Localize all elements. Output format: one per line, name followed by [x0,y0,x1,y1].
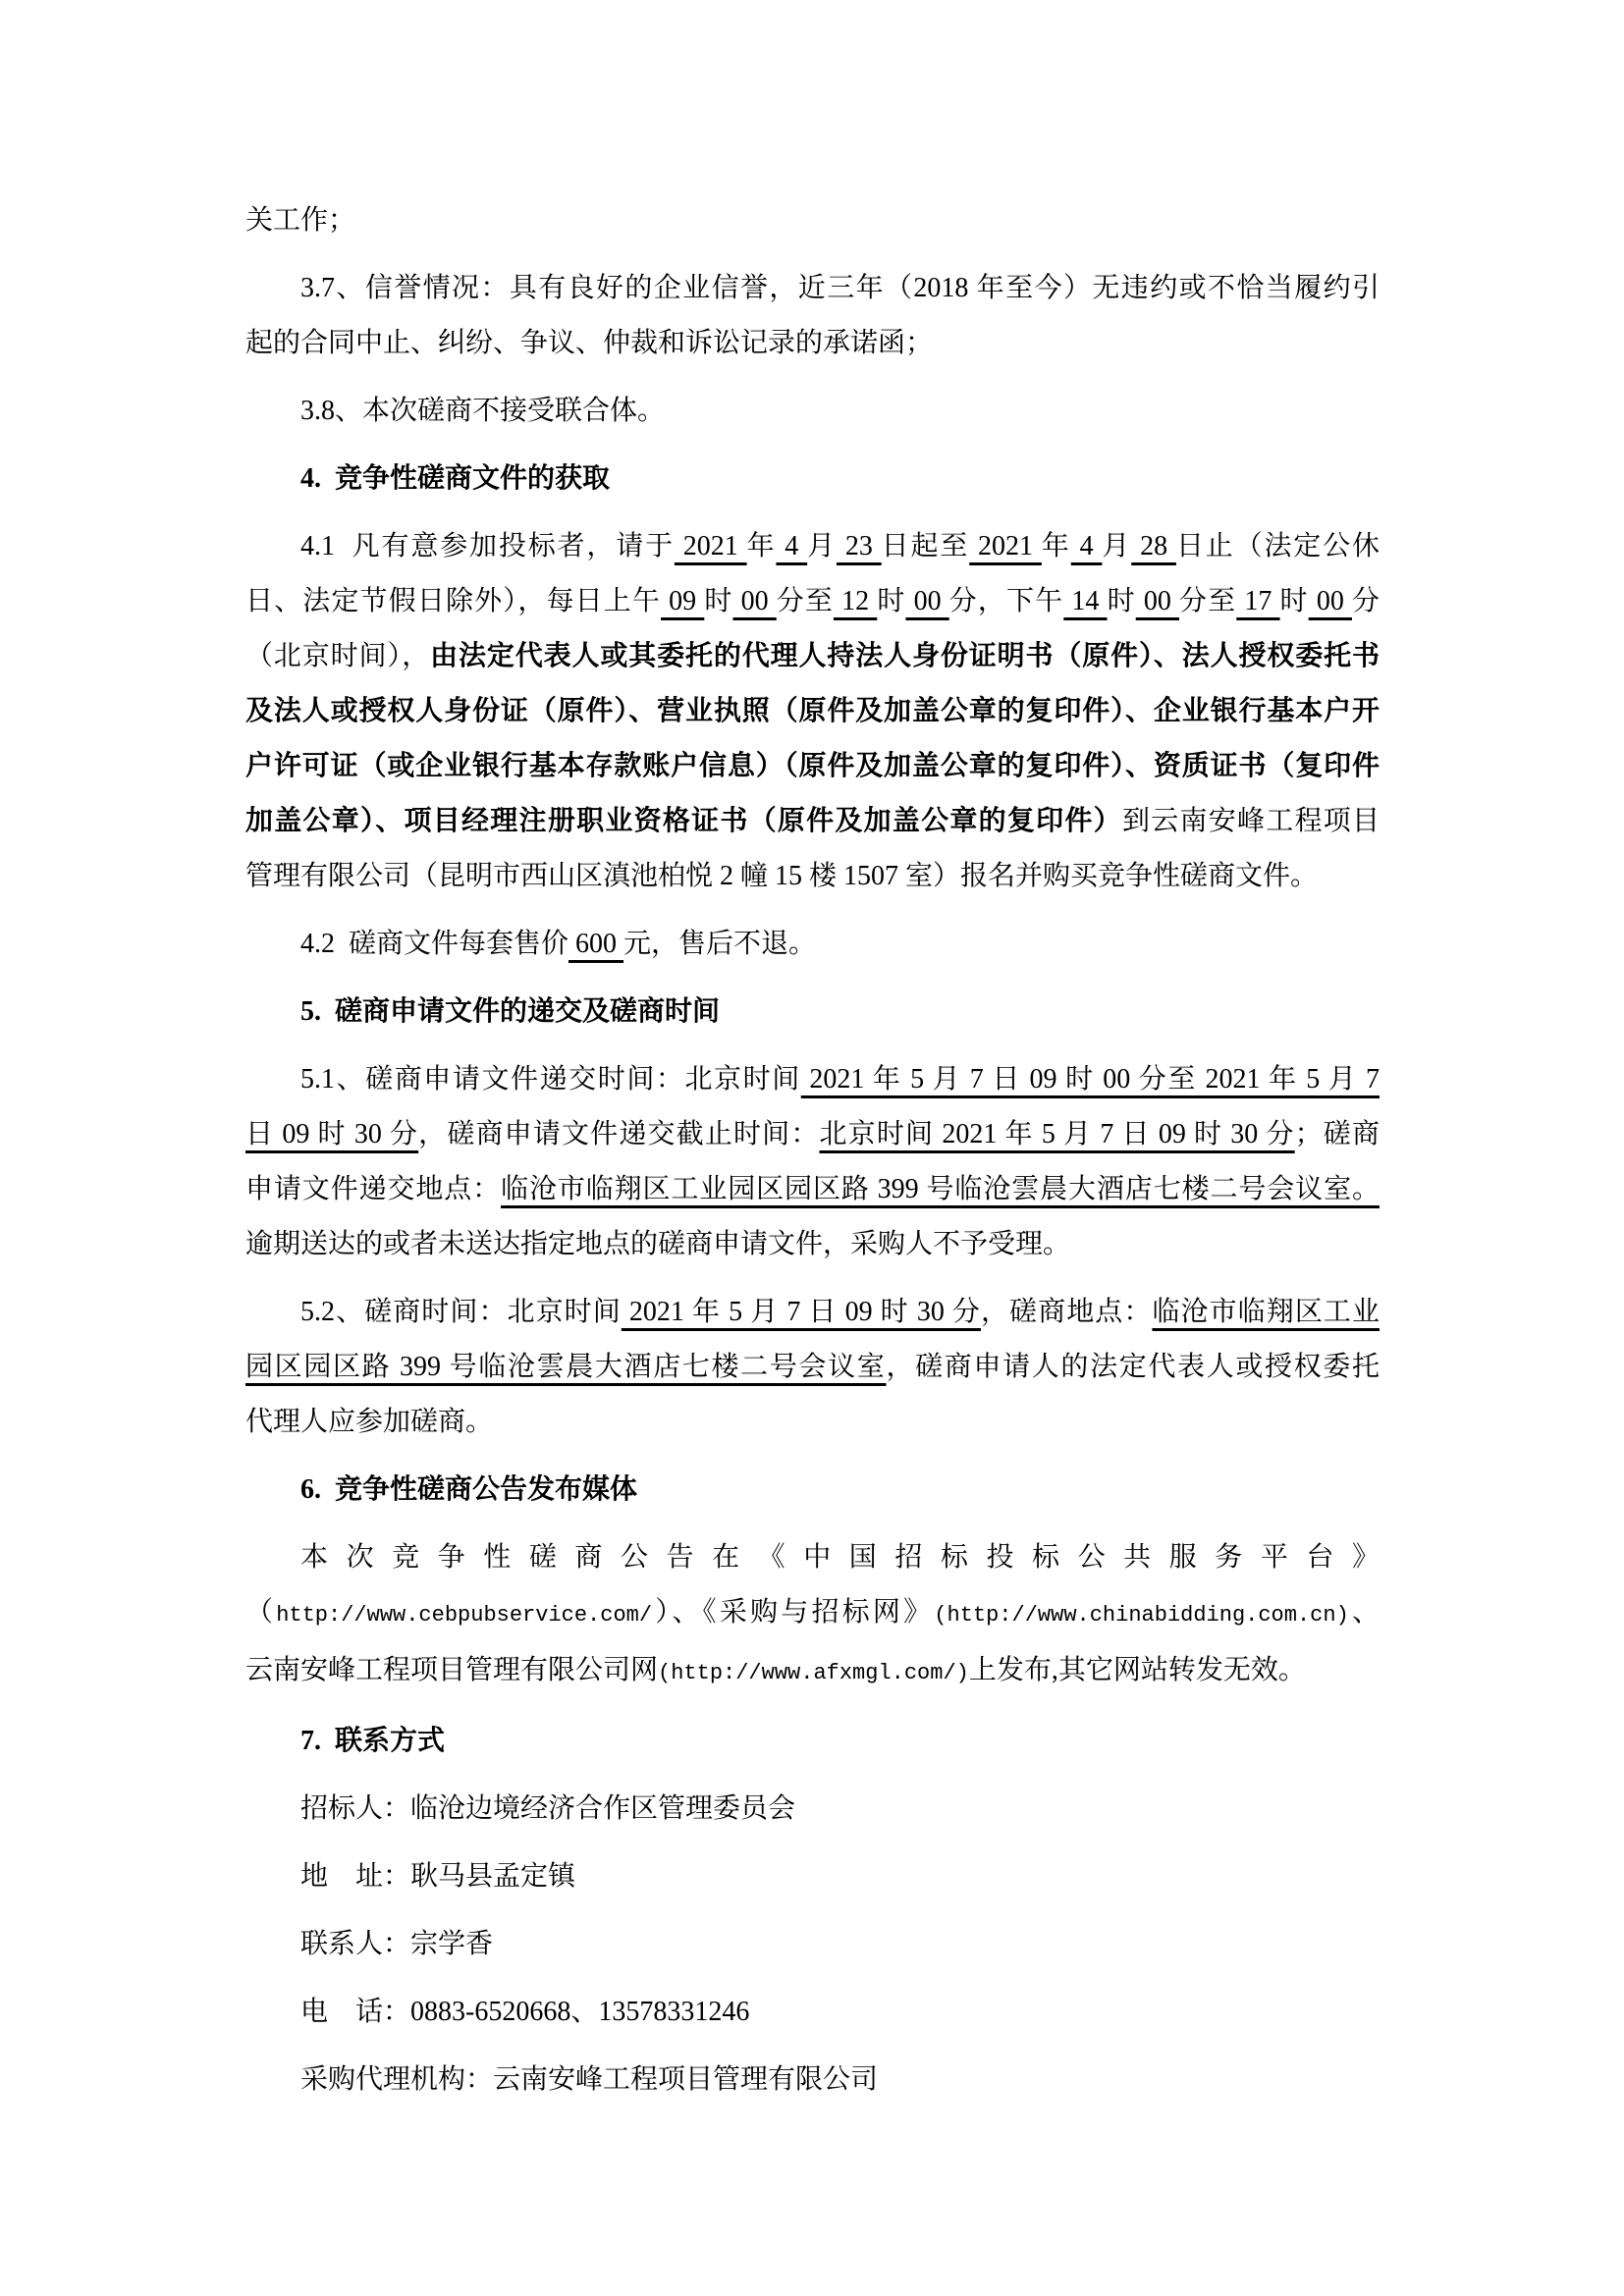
text-run: 采购代理机构：云南安峰工程项目管理有限公司 [300,2064,879,2095]
text-line [245,1917,1380,1972]
underlined-text-run: 09 [661,586,705,616]
url-text: (http://www.afxmgl.com/) [658,1661,969,1685]
underlined-text-run: 日 09 时 30 分 [245,1119,419,1149]
underlined-text-run: 00 [905,586,949,616]
text-run: 云南安峰工程项目管理有限公司网 [245,1655,659,1685]
text-run: 3.7、信誉情况：具有良好的企业信誉，近三年（2018 年至今）无违约或不恰当履约引 [300,273,1380,303]
para-4-2-document-price [245,917,1380,972]
text-line [245,1285,1380,1340]
para-4-1-registration [245,519,1380,904]
text-run: ；磋商 [1294,1119,1380,1149]
text-run: 由法定代表人或其委托的代理人持法人身份证明书（原件）、法人授权委托书 [430,641,1380,671]
text-run: 关工作； [245,205,356,236]
text-run: 户许可证（或企业银行基本存款账户信息）（原件及加盖公章的复印件）、资质证书（复印件 [245,751,1380,781]
text-line [245,629,1380,684]
underlined-text-run: 园区园区路 399 号临沧雲晨大酒店七楼二号会议室 [245,1352,887,1382]
text-line [245,794,1380,849]
underlined-text-run: 12 [834,586,878,616]
underlined-text-run: 北京时间 2021 年 5 月 7 日 09 时 30 分 [819,1119,1295,1149]
text-line [245,1107,1380,1162]
text-run: 分至 [1178,586,1237,616]
text-run: 日起至 [881,531,970,561]
heading-4-document-acquisition [245,452,1380,507]
text-run: 申请文件递交地点： [245,1174,502,1204]
underlined-text-run: 00 [732,586,777,616]
heading-6-announcement-media [245,1463,1380,1518]
text-run: 到云南安峰工程项目 [1121,806,1380,836]
text-run: 本次竞争性磋商公告在《中国招标投标公共服务平台》 [300,1542,1380,1573]
text-line [245,1849,1380,1904]
text-run: 元，售后不退。 [623,929,817,959]
text-run: ）、《采购与招标网》 [652,1597,935,1628]
text-run: 电 话：0883-6520668、13578331246 [300,1997,750,2027]
text-line [245,739,1380,794]
text-line [245,1217,1380,1272]
text-line [245,1643,1380,1701]
url-text: (http://www.chinabidding.com.cn) [934,1603,1349,1628]
para-5-2-consultation-time [245,1285,1380,1450]
heading-7-contact-info [245,1714,1380,1769]
contact-procurement-agency [245,2053,1380,2108]
text-line [245,917,1380,972]
text-run: 代理人应参加磋商。 [245,1407,494,1437]
text-line [245,452,1380,507]
text-run: ，磋商申请文件递交截止时间： [418,1119,820,1149]
para-continuation [245,193,1380,248]
text-run: 分至 [776,586,835,616]
text-line [245,1340,1380,1395]
text-run: 上发布,其它网站转发无效。 [968,1655,1306,1685]
text-run: 4. 竞争性磋商文件的获取 [300,463,611,494]
text-line [245,1782,1380,1837]
contact-person [245,1917,1380,1972]
text-run: 时 [1279,586,1309,616]
underlined-text-run: 临沧市临翔区工业 [1152,1297,1380,1327]
text-run: 时 [704,586,733,616]
underlined-text-run: 600 [568,929,624,959]
underlined-text-run: 14 [1063,586,1108,616]
para-6-media-list [245,1530,1380,1701]
contact-tenderee [245,1782,1380,1837]
text-run: 管理有限公司（昆明市西山区滇池柏悦 2 幢 15 楼 1507 室）报名并购买竞争性磋商文件。 [245,861,1319,891]
underlined-text-run: 4 [776,531,808,561]
para-3-8-no-consortium [245,384,1380,439]
text-run: 6. 竞争性磋商公告发布媒体 [300,1474,638,1505]
text-line [245,1052,1380,1107]
underlined-text-run: 28 [1131,531,1176,561]
underlined-text-run: 临沧市临翔区工业园区园区路 399 号临沧雲晨大酒店七楼二号会议室。 [501,1174,1380,1204]
text-line [245,261,1380,316]
text-run: 4.1 凡有意参加投标者，请于 [300,531,675,561]
text-line [245,316,1380,371]
contact-phone [245,1985,1380,2040]
text-run: 5. 磋商申请文件的递交及磋商时间 [300,996,721,1027]
text-line [245,574,1380,629]
text-run: 5.2、磋商时间：北京时间 [300,1297,622,1327]
text-run: 月 [1102,531,1132,561]
underlined-text-run: 2021 [969,531,1042,561]
underlined-text-run: 2021 [674,531,747,561]
text-run: 年 [1041,531,1071,561]
text-run: （ [245,1597,277,1628]
text-run: 、 [1348,1597,1380,1628]
text-line [245,193,1380,248]
text-line [245,985,1380,1040]
text-line [245,1530,1380,1585]
text-run: 4.2 磋商文件每套售价 [300,929,569,959]
text-line [245,1714,1380,1769]
text-line [245,849,1380,904]
text-line [245,1463,1380,1518]
text-line [245,1585,1380,1643]
text-run: 加盖公章）、项目经理注册职业资格证书（原件及加盖公章的复印件） [245,806,1122,836]
text-line [245,2053,1380,2108]
text-run: 分 [1351,586,1380,616]
text-line [245,384,1380,439]
para-5-1-submission-time [245,1052,1380,1272]
text-run: 日止（法定公休 [1175,531,1380,561]
url-text: http://www.cebpubservice.com/ [276,1603,653,1628]
heading-5-submission-and-time [245,985,1380,1040]
document-body [245,193,1380,2108]
underlined-text-run: 23 [836,531,882,561]
underlined-text-run: 4 [1070,531,1103,561]
text-line [245,519,1380,574]
text-run: 年 [746,531,777,561]
text-line [245,1162,1380,1217]
text-run: ，磋商地点： [980,1297,1153,1327]
text-run: 时 [877,586,906,616]
text-run: 日、法定节假日除外），每日上午 [245,586,662,616]
contact-address [245,1849,1380,1904]
text-run: 分，下午 [948,586,1064,616]
text-line [245,1395,1380,1450]
text-run: 逾期送达的或者未送达指定地点的磋商申请文件，采购人不予受理。 [245,1229,1071,1259]
text-run: ，磋商申请人的法定代表人或授权委托 [886,1352,1380,1382]
text-run: 招标人：临沧边境经济合作区管理委员会 [300,1793,796,1824]
underlined-text-run: 00 [1135,586,1179,616]
underlined-text-run: 17 [1236,586,1280,616]
underlined-text-run: 2021 年 5 月 7 日 09 时 00 分至 2021 年 5 月 7 [800,1064,1380,1095]
underlined-text-run: 00 [1308,586,1352,616]
para-3-7-credit-standing [245,261,1380,371]
text-run: 地 址：耿马县孟定镇 [300,1861,576,1892]
text-run: 时 [1107,586,1136,616]
text-line [245,1985,1380,2040]
text-run: 联系人：宗学香 [300,1929,494,1959]
text-run: 5.1、磋商申请文件递交时间：北京时间 [300,1064,801,1095]
text-run: 及法人或授权人身份证（原件）、营业执照（原件及加盖公章的复印件）、企业银行基本户开 [245,696,1380,726]
text-run: （北京时间）， [245,641,431,671]
text-line [245,684,1380,739]
text-run: 7. 联系方式 [300,1726,446,1756]
text-run: 起的合同中止、纠纷、争议、仲裁和诉讼记录的承诺函； [245,328,934,358]
text-run: 月 [807,531,837,561]
underlined-text-run: 2021 年 5 月 7 日 09 时 30 分 [621,1297,981,1327]
text-run: 3.8、本次磋商不接受联合体。 [300,396,666,426]
